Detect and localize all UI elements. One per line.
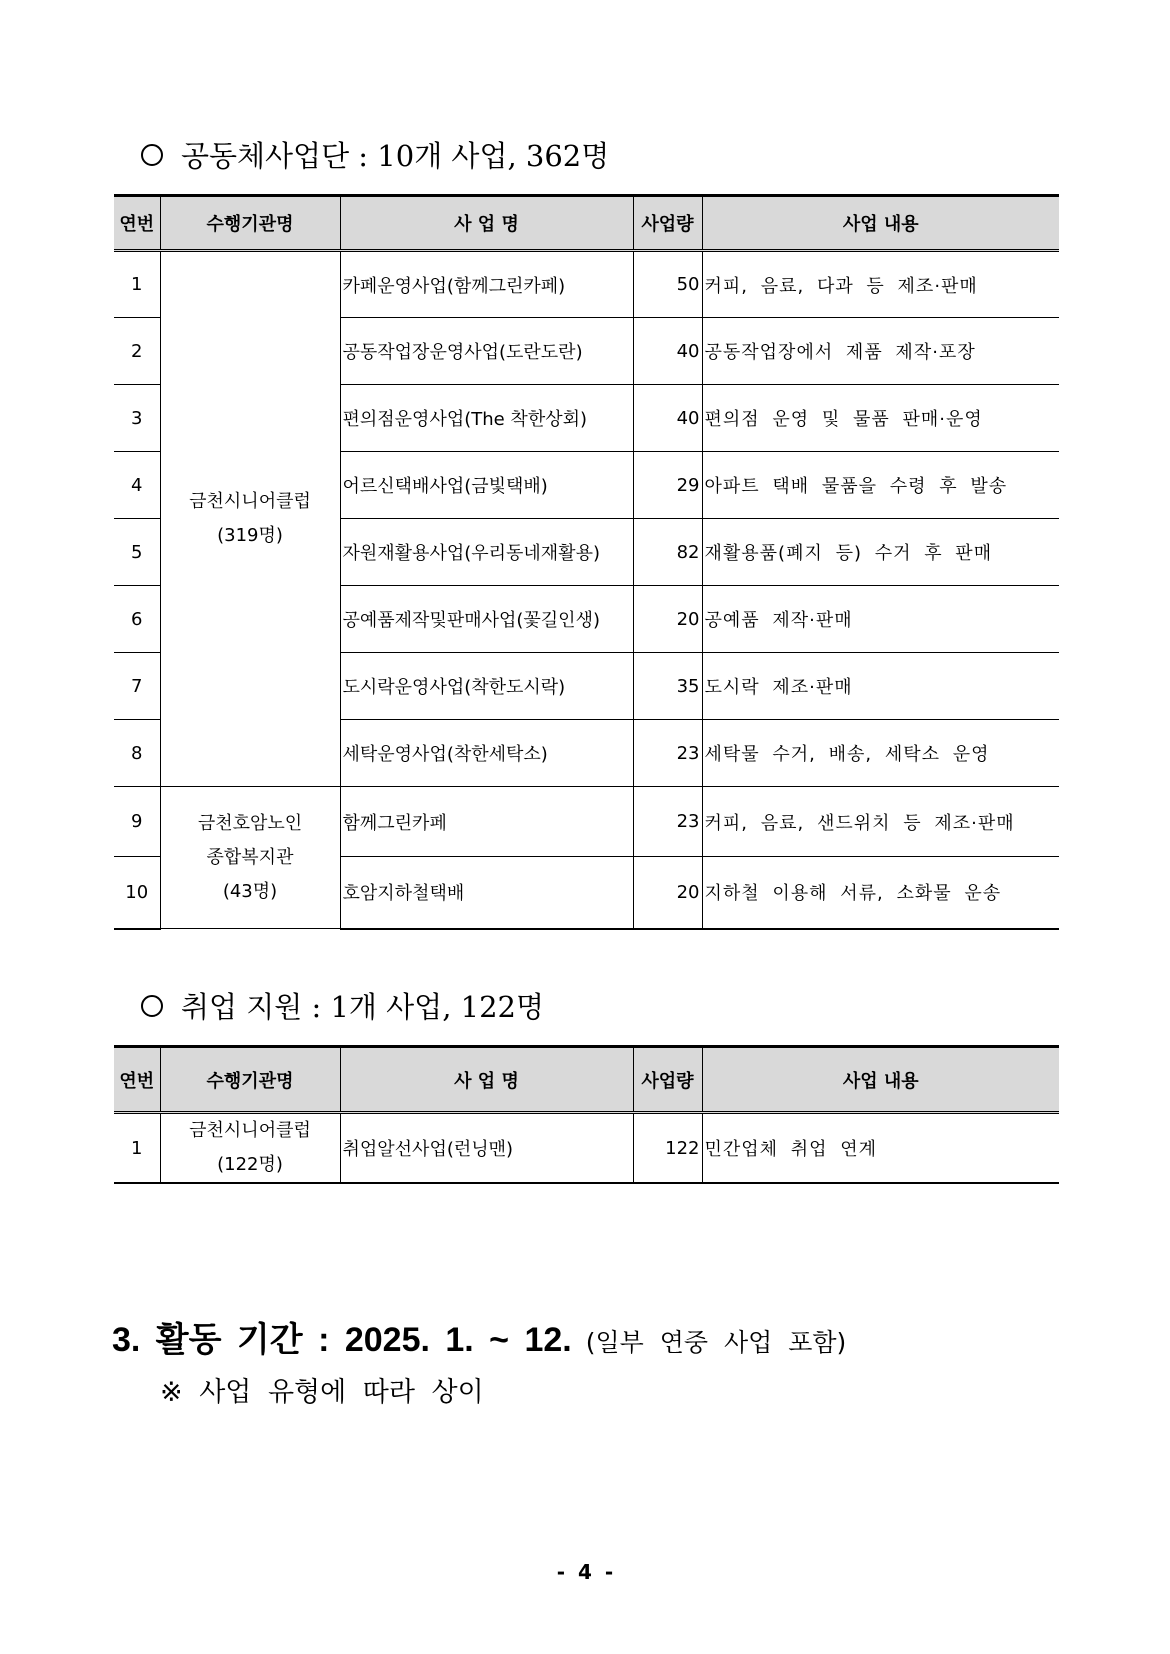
row-name: 함께그린카페 (340, 787, 633, 857)
row-volume: 23 (633, 787, 702, 857)
org-name: 금천시니어클럽 (189, 491, 311, 512)
row-no: 8 (114, 720, 160, 787)
org-count: (122명) (217, 1154, 283, 1175)
row-no: 2 (114, 318, 160, 385)
row-no: 7 (114, 653, 160, 720)
row-name: 도시락운영사업(착한도시락) (340, 653, 633, 720)
header-name: 사 업 명 (340, 196, 633, 251)
row-volume: 35 (633, 653, 702, 720)
period-paren-text: (일부 연중 사업 포함) (585, 1328, 847, 1357)
row-volume: 40 (633, 385, 702, 452)
row-no: 3 (114, 385, 160, 452)
table-row (114, 251, 1059, 318)
row-volume: 20 (633, 586, 702, 653)
page-number: - 4 - (556, 1560, 614, 1584)
row-desc: 지하철 이용해 서류, 소화물 운송 (702, 857, 1059, 929)
row-volume: 82 (633, 519, 702, 586)
row-volume: 20 (633, 857, 702, 929)
row-volume: 23 (633, 720, 702, 787)
org-name: 종합복지관 (206, 846, 294, 868)
header-name: 사 업 명 (340, 1047, 633, 1113)
circle-bullet-icon (141, 144, 163, 166)
row-name: 공동작업장운영사업(도란도란) (340, 318, 633, 385)
community-business-table (114, 194, 1059, 930)
row-desc: 세탁물 수거, 배송, 세탁소 운영 (702, 720, 1059, 787)
row-desc: 아파트 택배 물품을 수령 후 발송 (702, 452, 1059, 519)
activity-period-heading (112, 1312, 846, 1361)
period-heading-text: 3. 활동 기간 : 2025. 1. ~ 12. (112, 1321, 572, 1359)
org-name: 금천호암노인 (197, 812, 303, 834)
org-cell (160, 787, 340, 929)
table-header-row (114, 1047, 1059, 1113)
section-title-community: 공동체사업단 : 10개 사업, 362명 (141, 134, 609, 175)
row-no: 9 (114, 787, 160, 857)
header-org: 수행기관명 (160, 196, 340, 251)
table-header-row (114, 196, 1059, 251)
row-desc: 도시락 제조·판매 (702, 653, 1059, 720)
row-volume: 40 (633, 318, 702, 385)
row-name: 어르신택배사업(금빛택배) (340, 452, 633, 519)
org-name: 금천시니어클럽 (189, 1120, 311, 1141)
row-desc: 민간업체 취업 연계 (702, 1113, 1059, 1184)
table-row (114, 787, 1059, 857)
row-name: 취업알선사업(런닝맨) (340, 1113, 633, 1184)
employment-support-table (114, 1045, 1059, 1184)
row-desc: 커피, 음료, 다과 등 제조·판매 (702, 251, 1059, 318)
table-row (114, 1113, 1059, 1184)
header-desc: 사업 내용 (702, 196, 1059, 251)
period-note: ※ 사업 유형에 따라 상이 (160, 1377, 484, 1408)
header-desc: 사업 내용 (702, 1047, 1059, 1113)
org-cell (160, 1113, 340, 1184)
row-name: 카페운영사업(함께그린카페) (340, 251, 633, 318)
header-no: 연번 (114, 196, 160, 251)
row-name: 편의점운영사업(The 착한상회) (340, 385, 633, 452)
row-desc: 공예품 제작·판매 (702, 586, 1059, 653)
row-no: 10 (114, 857, 160, 929)
row-desc: 재활용품(폐지 등) 수거 후 판매 (702, 519, 1059, 586)
header-volume: 사업량 (633, 196, 702, 251)
row-desc: 커피, 음료, 샌드위치 등 제조·판매 (702, 787, 1059, 857)
row-no: 1 (114, 251, 160, 318)
row-name: 세탁운영사업(착한세탁소) (340, 720, 633, 787)
row-no: 6 (114, 586, 160, 653)
row-name: 자원재활용사업(우리동네재활용) (340, 519, 633, 586)
org-cell (160, 251, 340, 787)
row-no: 4 (114, 452, 160, 519)
row-no: 5 (114, 519, 160, 586)
circle-bullet-icon (141, 995, 163, 1017)
row-name: 호암지하철택배 (340, 857, 633, 929)
row-volume: 29 (633, 452, 702, 519)
header-org: 수행기관명 (160, 1047, 340, 1113)
row-volume: 50 (633, 251, 702, 318)
header-volume: 사업량 (633, 1047, 702, 1113)
section-title-employment: 취업 지원 : 1개 사업, 122명 (141, 985, 544, 1026)
header-no: 연번 (114, 1047, 160, 1113)
row-no: 1 (114, 1113, 160, 1184)
row-name: 공예품제작및판매사업(꽃길인생) (340, 586, 633, 653)
row-volume: 122 (633, 1113, 702, 1184)
row-desc: 공동작업장에서 제품 제작·포장 (702, 318, 1059, 385)
row-desc: 편의점 운영 및 물품 판매·운영 (702, 385, 1059, 452)
org-count: (319명) (217, 525, 283, 546)
org-count: (43명) (222, 880, 278, 902)
